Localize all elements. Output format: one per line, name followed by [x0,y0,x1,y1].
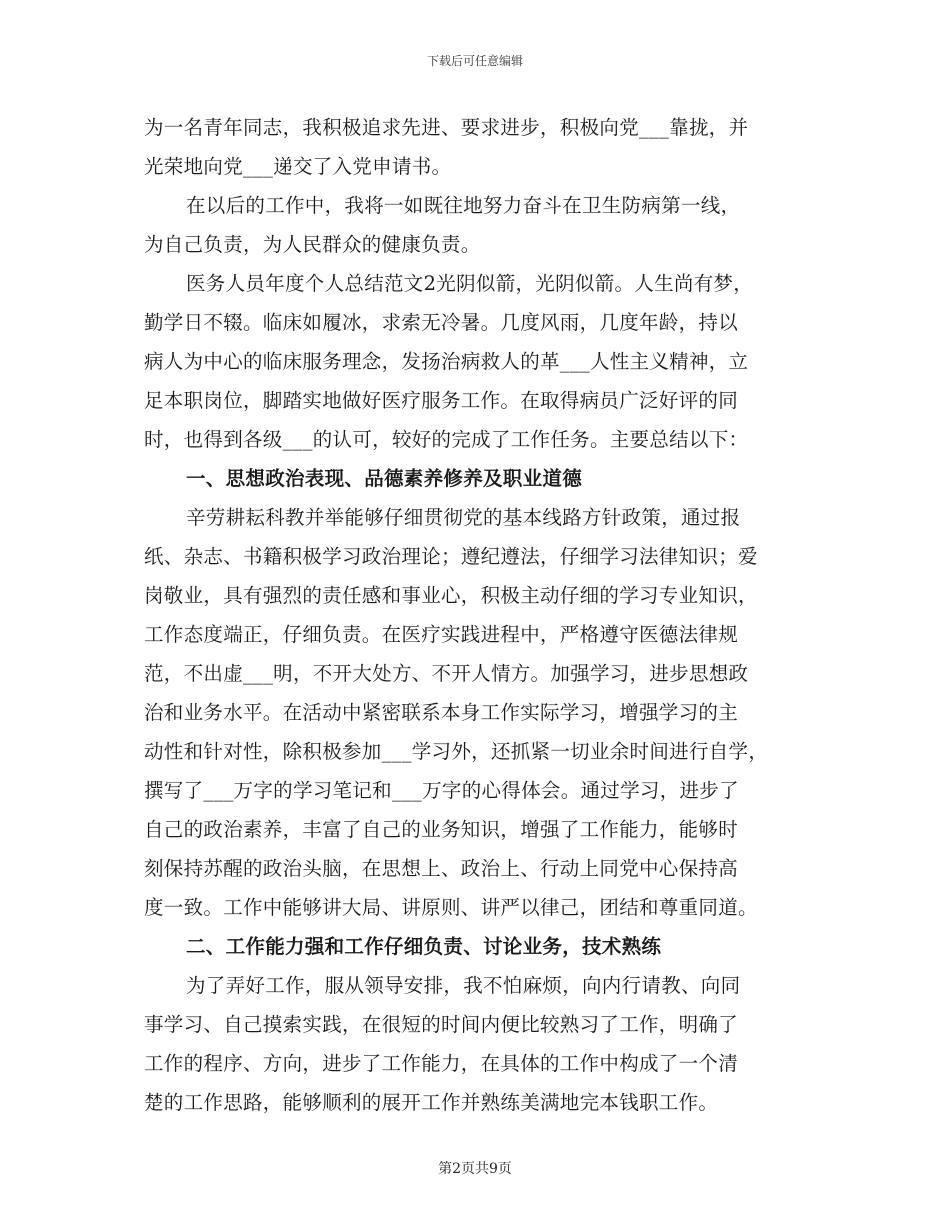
document-body [144,108,814,1122]
paragraph-line: 纸、杂志、书籍积极学习政治理论；遵纪遵法，仔细学习法律知识；爱 [144,545,758,568]
paragraph-line: 岗敬业，具有强烈的责任感和事业心，积极主动仔细的学习专业知识， [144,584,758,607]
section-heading: 二、工作能力强和工作仔细负责、讨论业务，技术熟练 [186,935,662,958]
paragraph-line: 辛劳耕耘科教并举能够仔细贯彻党的基本线路方针政策，通过报 [186,506,741,529]
page-header: 下载后可任意编辑 [426,54,523,68]
paragraph-line: 病人为中心的临床服务理念，发扬治病救人的革___人性主义精神，立 [144,350,749,373]
paragraph-line: 刻保持苏醒的政治头脑，在思想上、政治上、行动上同党中心保持高 [144,857,739,880]
paragraph-line: 度一致。工作中能够讲大局、讲原则、讲严以律己，团结和尊重同道。 [144,896,758,919]
paragraph-line: 治和业务水平。在活动中紧密联系本身工作实际学习，增强学习的主 [144,701,739,724]
paragraph-line: 为自己负责，为人民群众的健康负责。 [144,233,481,256]
paragraph-line: 动性和针对性，除积极参加___学习外，还抓紧一切业余时间进行自学， [144,740,769,763]
paragraph-line: 为了弄好工作，服从领导安排，我不怕麻烦，向内行请教、向同 [186,974,741,997]
page-footer: 第2页共9页 [438,1161,512,1177]
paragraph-line: 光荣地向党___递交了入党申请书。 [144,155,452,178]
paragraph-line: 时，也得到各级___的认可，较好的完成了工作任务。主要总结以下： [144,428,749,451]
paragraph-line: 医务人员年度个人总结范文2光阴似箭，光阴似箭。人生尚有梦， [186,272,754,295]
paragraph-line: 足本职岗位，脚踏实地做好医疗服务工作。在取得病员广泛好评的同 [144,389,739,412]
section-heading: 一、思想政治表现、品德素养修养及职业道德 [186,467,583,490]
paragraph-line: 在以后的工作中，我将一如既往地努力奋斗在卫生防病第一线， [186,194,741,217]
paragraph-line: 范，不出虚___明，不开大处方、不开人情方。加强学习，进步思想政 [144,662,749,685]
paragraph-line: 自己的政治素养，丰富了自己的业务知识，增强了工作能力，能够时 [144,818,739,841]
paragraph-line: 为一名青年同志，我积极追求先进、要求进步，积极向党___靠拢，并 [144,116,749,139]
paragraph-line: 事学习、自己摸索实践，在很短的时间内便比较熟习了工作，明确了 [144,1013,739,1036]
paragraph-line: 撰写了___万字的学习笔记和___万字的心得体会。通过学习，进步了 [144,779,739,802]
paragraph-line: 工作态度端正，仔细负责。在医疗实践进程中，严格遵守医德法律规 [144,623,739,646]
paragraph-line: 工作的程序、方向，进步了工作能力，在具体的工作中构成了一个清 [144,1052,739,1075]
paragraph-line: 楚的工作思路，能够顺利的展开工作并熟练美满地完本钱职工作。 [144,1091,719,1114]
paragraph-line: 勤学日不辍。临床如履冰，求索无冷暑。几度风雨，几度年龄，持以 [144,311,739,334]
